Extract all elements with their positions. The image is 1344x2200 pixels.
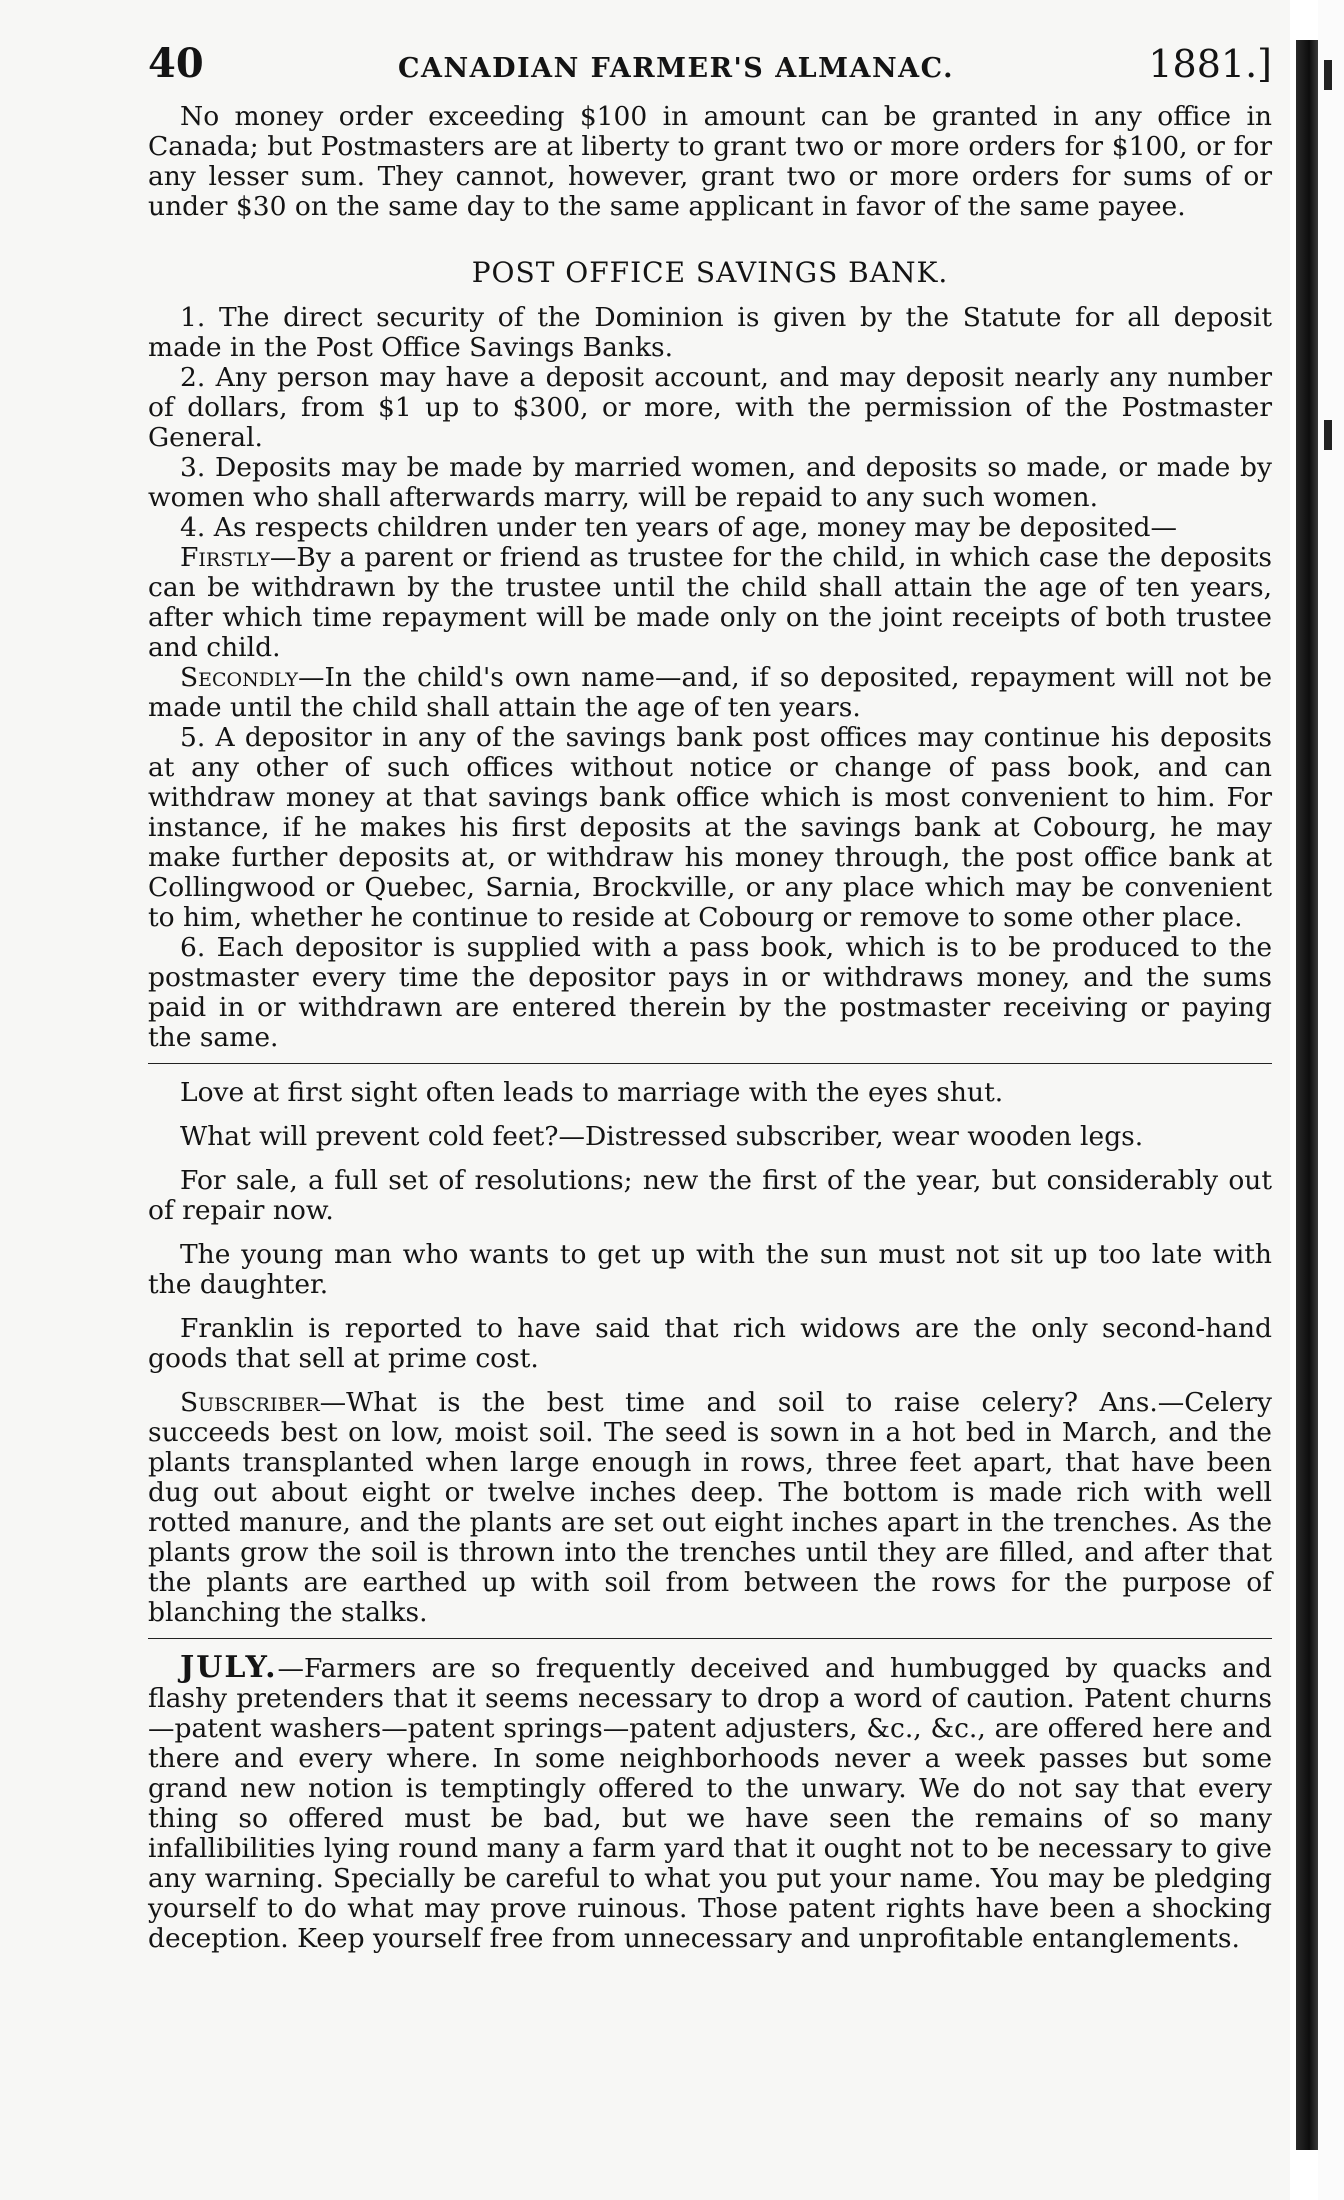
book-spine-shadow [1296,40,1318,2150]
page-number: 40 [148,40,204,87]
joke-3: For sale, a full set of resolutions; new the first of the year, but considerably out of repair now. [148,1165,1272,1226]
divider-rule [148,1638,1272,1639]
subscriber-label: Subscriber [180,1387,320,1418]
joke-4: The young man who wants to get up with the sun must not sit up too late with the daughter. [148,1239,1272,1300]
joke-5: Franklin is reported to have said that rich widows are the only second-hand goods that sell at prime cost. [148,1313,1272,1374]
savings-item-6: 6. Each depositor is supplied with a pass book, which is to be produced to the postmaster every time the depositor pays in or withdraws money, and the sums paid in or withdrawn are entered therein by the postmaster receiving or paying the same. [148,932,1272,1053]
running-title: CANADIAN FARMER'S ALMANAC. [398,53,955,84]
secondly-text: —In the child's own name—and, if so deposited, repayment will not be made until the child shall attain the age of ten years. [148,662,1272,723]
subscriber-paragraph [148,1388,1272,1628]
firstly-text: —By a parent or friend as trustee for the child, in which case the deposits can be withdrawn by the trustee until the child shall attain the age of ten years, after which time repayment will be made only on the joint receipts of both trustee and child. [148,542,1272,663]
text-column [148,40,1272,1954]
savings-firstly [148,543,1272,663]
facing-page-mark [1324,60,1332,90]
joke-1: Love at first sight often leads to marriage with the eyes shut. [180,1077,1004,1108]
savings-secondly [148,663,1272,723]
subscriber-text: —What is the best time and soil to raise celery? Ans.—Celery succeeds best on low, moist soil. The seed is sown in a hot bed in March, and the plants transplanted when large enough in rows, three feet apart, that have been dug out about eight or twelve inches deep. The bottom is made rich with well rotted manure, and the plants are set out eight inches apart in the trenches. As the plants grow the soil is thrown into the trenches until they are filled, and after that the plants are earthed up with soil from between the rows for the purpose of blanching the stalks. [148,1387,1272,1628]
savings-item-1: 1. The direct security of the Dominion is given by the Statute for all deposit made in the Post Office Savings Banks. [148,302,1272,363]
divider-rule [148,1063,1272,1064]
secondly-label: Secondly [180,662,298,693]
july-text: —Farmers are so frequently deceived and humbugged by quacks and flashy pretenders that it seems necessary to drop a word of caution. Patent churns—patent washers—patent springs—patent adjusters, &c., &c., are offered here and there and every where. In some neighborhoods never a week passes but some grand new notion is temptingly offered to the unwary. We do not say that every thing so offered must be bad, but we have seen the remains of so many infallibilities lying round many a farm yard that it ought not to be necessary to give any warning. Specially be careful to what you put your name. You may be pledging yourself to do what may prove ruinous. Those patent rights have been a shocking deception. Keep yourself free from unnecessary and unprofitable entanglements. [148,1653,1272,1954]
savings-item-3: 3. Deposits may be made by married women, and deposits so made, or made by women who shall afterwards marry, will be repaid to any such women. [148,452,1272,513]
joke-2: What will prevent cold feet?—Distressed subscriber, wear wooden legs. [180,1121,1144,1152]
savings-item-2: 2. Any person may have a deposit account, and may deposit nearly any number of dollars, from $1 up to $300, or more, with the permission of the Postmaster General. [148,362,1272,453]
facing-page-mark [1324,420,1332,450]
savings-item-4: 4. As respects children under ten years of age, money may be deposited— [180,512,1178,543]
july-label: JULY. [180,1650,278,1685]
header-year: 1881.] [1148,42,1272,86]
firstly-label: Firstly [180,542,270,573]
facing-page-edge [1318,0,1344,2200]
july-paragraph [148,1650,1272,1954]
page-header [148,40,1272,102]
section-title: POST OFFICE SAVINGS BANK. [471,256,949,289]
savings-item-5: 5. A depositor in any of the savings bank post offices may continue his deposits at any other of such offices without notice or change of pass book, and can withdraw money at that savings bank office which is most convenient to him. For instance, if he makes his first deposits at the savings bank at Cobourg, he may make further deposits at, or withdraw his money through, the post office bank at Collingwood or Quebec, Sarnia, Brockville, or any place which may be convenient to him, whether he continue to reside at Cobourg or remove to some other place. [148,722,1272,933]
money-order-paragraph: No money order exceeding $100 in amount can be granted in any office in Canada; but Postmasters are at liberty to grant two or more orders for $100, or for any lesser sum. They cannot, however, grant two or more orders for sums of or under $30 on the same day to the same applicant in favor of the same payee. [148,101,1272,222]
